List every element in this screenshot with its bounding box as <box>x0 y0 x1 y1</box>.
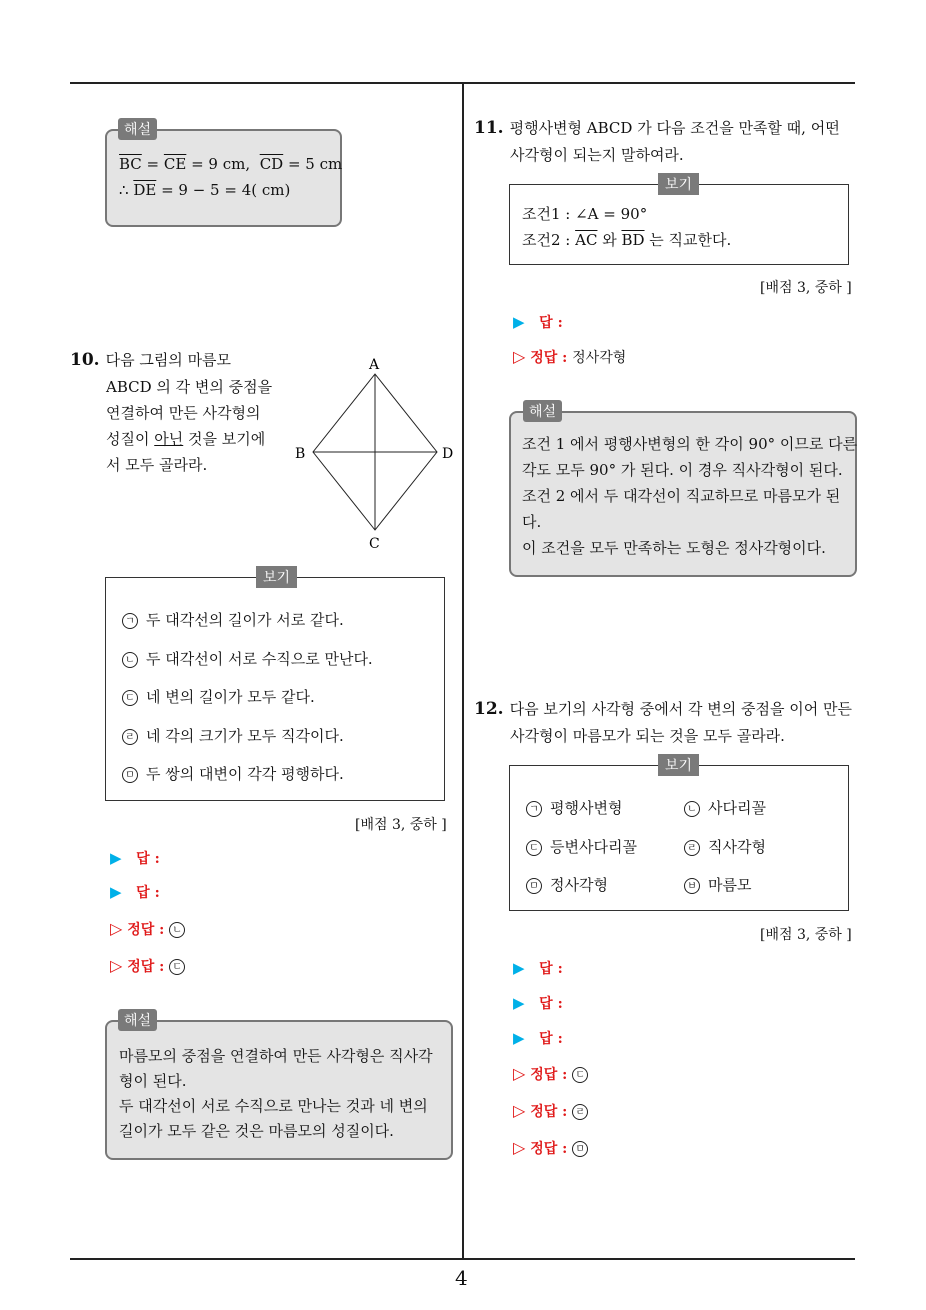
q12-line <box>474 698 852 719</box>
q12-answer-line: ▶ 답 : <box>513 1029 563 1047</box>
q12-option: ㄹ 직사각형 <box>684 836 766 857</box>
answer-arrow-icon: ▶ <box>513 313 525 331</box>
answer-arrow-icon: ▶ <box>513 994 525 1012</box>
q10-option: ㄴ 두 대각선이 서로 수직으로 만난다. <box>122 648 373 669</box>
q10-explanation-line: 두 대각선이 서로 수직으로 만나는 것과 네 변의 <box>119 1097 428 1115</box>
q12-option: ㄱ 평행사변형 <box>526 797 622 818</box>
q11-text: 사각형이 되는지 말하여라. <box>510 146 684 164</box>
q12-option: ㅁ 정사각형 <box>526 874 608 895</box>
answer-arrow-icon: ▶ <box>110 849 122 867</box>
q11-text: 평행사변형 ABCD 가 다음 조건을 만족할 때, 어떤 <box>509 119 840 137</box>
q10-text: 서 모두 골라라. <box>106 456 208 474</box>
vertex-label-d: D <box>442 446 454 462</box>
q12-answer-line: ▶ 답 : <box>513 994 563 1012</box>
q11-condition-1: 조건1 : ∠A = 90° <box>522 205 648 223</box>
q10-line: 성질이 아닌 것을 보기에 <box>106 430 266 448</box>
option-mark: ㅁ <box>122 767 138 783</box>
correct-arrow-icon: ▷ <box>110 956 123 975</box>
correct-mark: ㄴ <box>169 922 185 938</box>
q12-correct-line: ▷ 정답 : ㅁ <box>513 1138 596 1158</box>
q11-answer-line: ▶ 답 : <box>513 313 563 331</box>
column-divider <box>462 82 464 1259</box>
q10-explanation-line: 형이 된다. <box>119 1072 187 1090</box>
correct-arrow-icon: ▷ <box>513 1101 526 1120</box>
q11-explanation-line: 다. <box>522 513 542 531</box>
q12-answer-line: ▶ 답 : <box>513 959 563 977</box>
q12-correct-line: ▷ 정답 : ㄷ <box>513 1064 596 1084</box>
q12-text: 다음 보기의 사각형 중에서 각 변의 중점을 이어 만든 <box>509 700 853 718</box>
correct-arrow-icon: ▷ <box>513 347 526 366</box>
q10-correct-line: ▷ 정답 : ㄷ <box>110 956 193 976</box>
vertex-label-b: B <box>295 446 306 462</box>
q10-text: 연결하여 만든 사각형의 <box>106 404 261 422</box>
q12-score: [배점 3, 중하 ] <box>760 927 852 943</box>
option-mark: ㄹ <box>122 729 138 745</box>
q11-correct-value: 정사각형 <box>572 350 627 366</box>
q9-explanation-box <box>105 129 342 227</box>
q10-emphasis: 아닌 <box>154 430 184 448</box>
q12-number: 12. <box>474 699 504 719</box>
answer-arrow-icon: ▶ <box>110 883 122 901</box>
q10-answer-line: ▶ 답 : <box>110 849 160 867</box>
q11-number: 11. <box>474 118 504 138</box>
correct-arrow-icon: ▷ <box>110 919 123 938</box>
q10-score: [배점 3, 중하 ] <box>355 817 447 833</box>
vertex-label-a: A <box>369 357 380 373</box>
q10-explanation-line: 길이가 모두 같은 것은 마름모의 성질이다. <box>119 1122 394 1140</box>
q10-answer-line: ▶ 답 : <box>110 883 160 901</box>
q12-correct-line: ▷ 정답 : ㄹ <box>513 1101 596 1121</box>
q12-option: ㄷ 등변사다리꼴 <box>526 836 637 857</box>
page-number: 4 <box>455 1266 468 1290</box>
correct-arrow-icon: ▷ <box>513 1064 526 1083</box>
q10-explanation-tag: 해설 <box>118 1009 157 1031</box>
answer-arrow-icon: ▶ <box>513 959 525 977</box>
correct-mark: ㄷ <box>169 959 185 975</box>
q11-correct-line: ▷ 정답 : 정사각형 <box>513 347 627 366</box>
q10-number: 10. <box>70 350 100 370</box>
q10-option: ㄹ 네 각의 크기가 모두 직각이다. <box>122 725 344 746</box>
q12-option: ㅂ 마름모 <box>684 874 751 895</box>
q11-conditions-box <box>509 184 849 265</box>
answer-arrow-icon: ▶ <box>513 1029 525 1047</box>
q12-option: ㄴ 사다리꼴 <box>684 797 766 818</box>
q9-explanation-line: ∴ $\overline{DE} = 9 - 5 = 4$( cm) <box>119 181 291 199</box>
q11-explanation-line: 각도 모두 90° 가 된다. 이 경우 직사각형이 된다. <box>522 461 843 479</box>
q9-explanation-tag: 해설 <box>118 118 157 140</box>
q11-explanation-line: 조건 1 에서 평행사변형의 한 각이 90° 이므로 다른 <box>522 435 858 453</box>
correct-arrow-icon: ▷ <box>513 1138 526 1157</box>
rhombus-figure <box>290 352 460 552</box>
q11-conditions-tag: 보기 <box>658 173 699 195</box>
q12-options-tag: 보기 <box>658 754 699 776</box>
q11-line <box>474 117 840 138</box>
q11-score: [배점 3, 중하 ] <box>760 280 852 296</box>
bottom-rule <box>70 1258 855 1260</box>
option-mark: ㄴ <box>122 652 138 668</box>
q9-explanation-line: $\overline{BC} = \overline{CE} = 9$ cm, $\overline{CD} = 5$ cm <box>119 155 343 173</box>
q11-explanation-line: 조건 2 에서 두 대각선이 직교하므로 마름모가 된 <box>522 487 841 505</box>
q10-explanation-line: 마름모의 중점을 연결하여 만든 사각형은 직사각 <box>119 1047 433 1065</box>
q10-options-tag: 보기 <box>256 566 297 588</box>
q11-condition-2: 조건2 : $\overline{AC}$ 와 $\overline{BD}$ 는 직교한다. <box>522 231 732 249</box>
q10-option: ㄷ 네 변의 길이가 모두 같다. <box>122 686 315 707</box>
option-mark: ㄷ <box>122 690 138 706</box>
option-mark: ㄱ <box>122 613 138 629</box>
vertex-label-c: C <box>369 536 380 552</box>
q10-option: ㅁ 두 쌍의 대변이 각각 평행하다. <box>122 763 344 784</box>
q10-option: ㄱ 두 대각선의 길이가 서로 같다. <box>122 609 344 630</box>
q11-explanation-tag: 해설 <box>523 400 562 422</box>
q10-correct-line: ▷ 정답 : ㄴ <box>110 919 193 939</box>
q10-text: 다음 그림의 마름모 <box>105 351 232 369</box>
q10-text: ABCD 의 각 변의 중점을 <box>106 378 273 396</box>
q11-explanation-line: 이 조건을 모두 만족하는 도형은 정사각형이다. <box>522 539 826 557</box>
q12-text: 사각형이 마름모가 되는 것을 모두 골라라. <box>510 727 785 745</box>
q10-line <box>70 349 231 370</box>
